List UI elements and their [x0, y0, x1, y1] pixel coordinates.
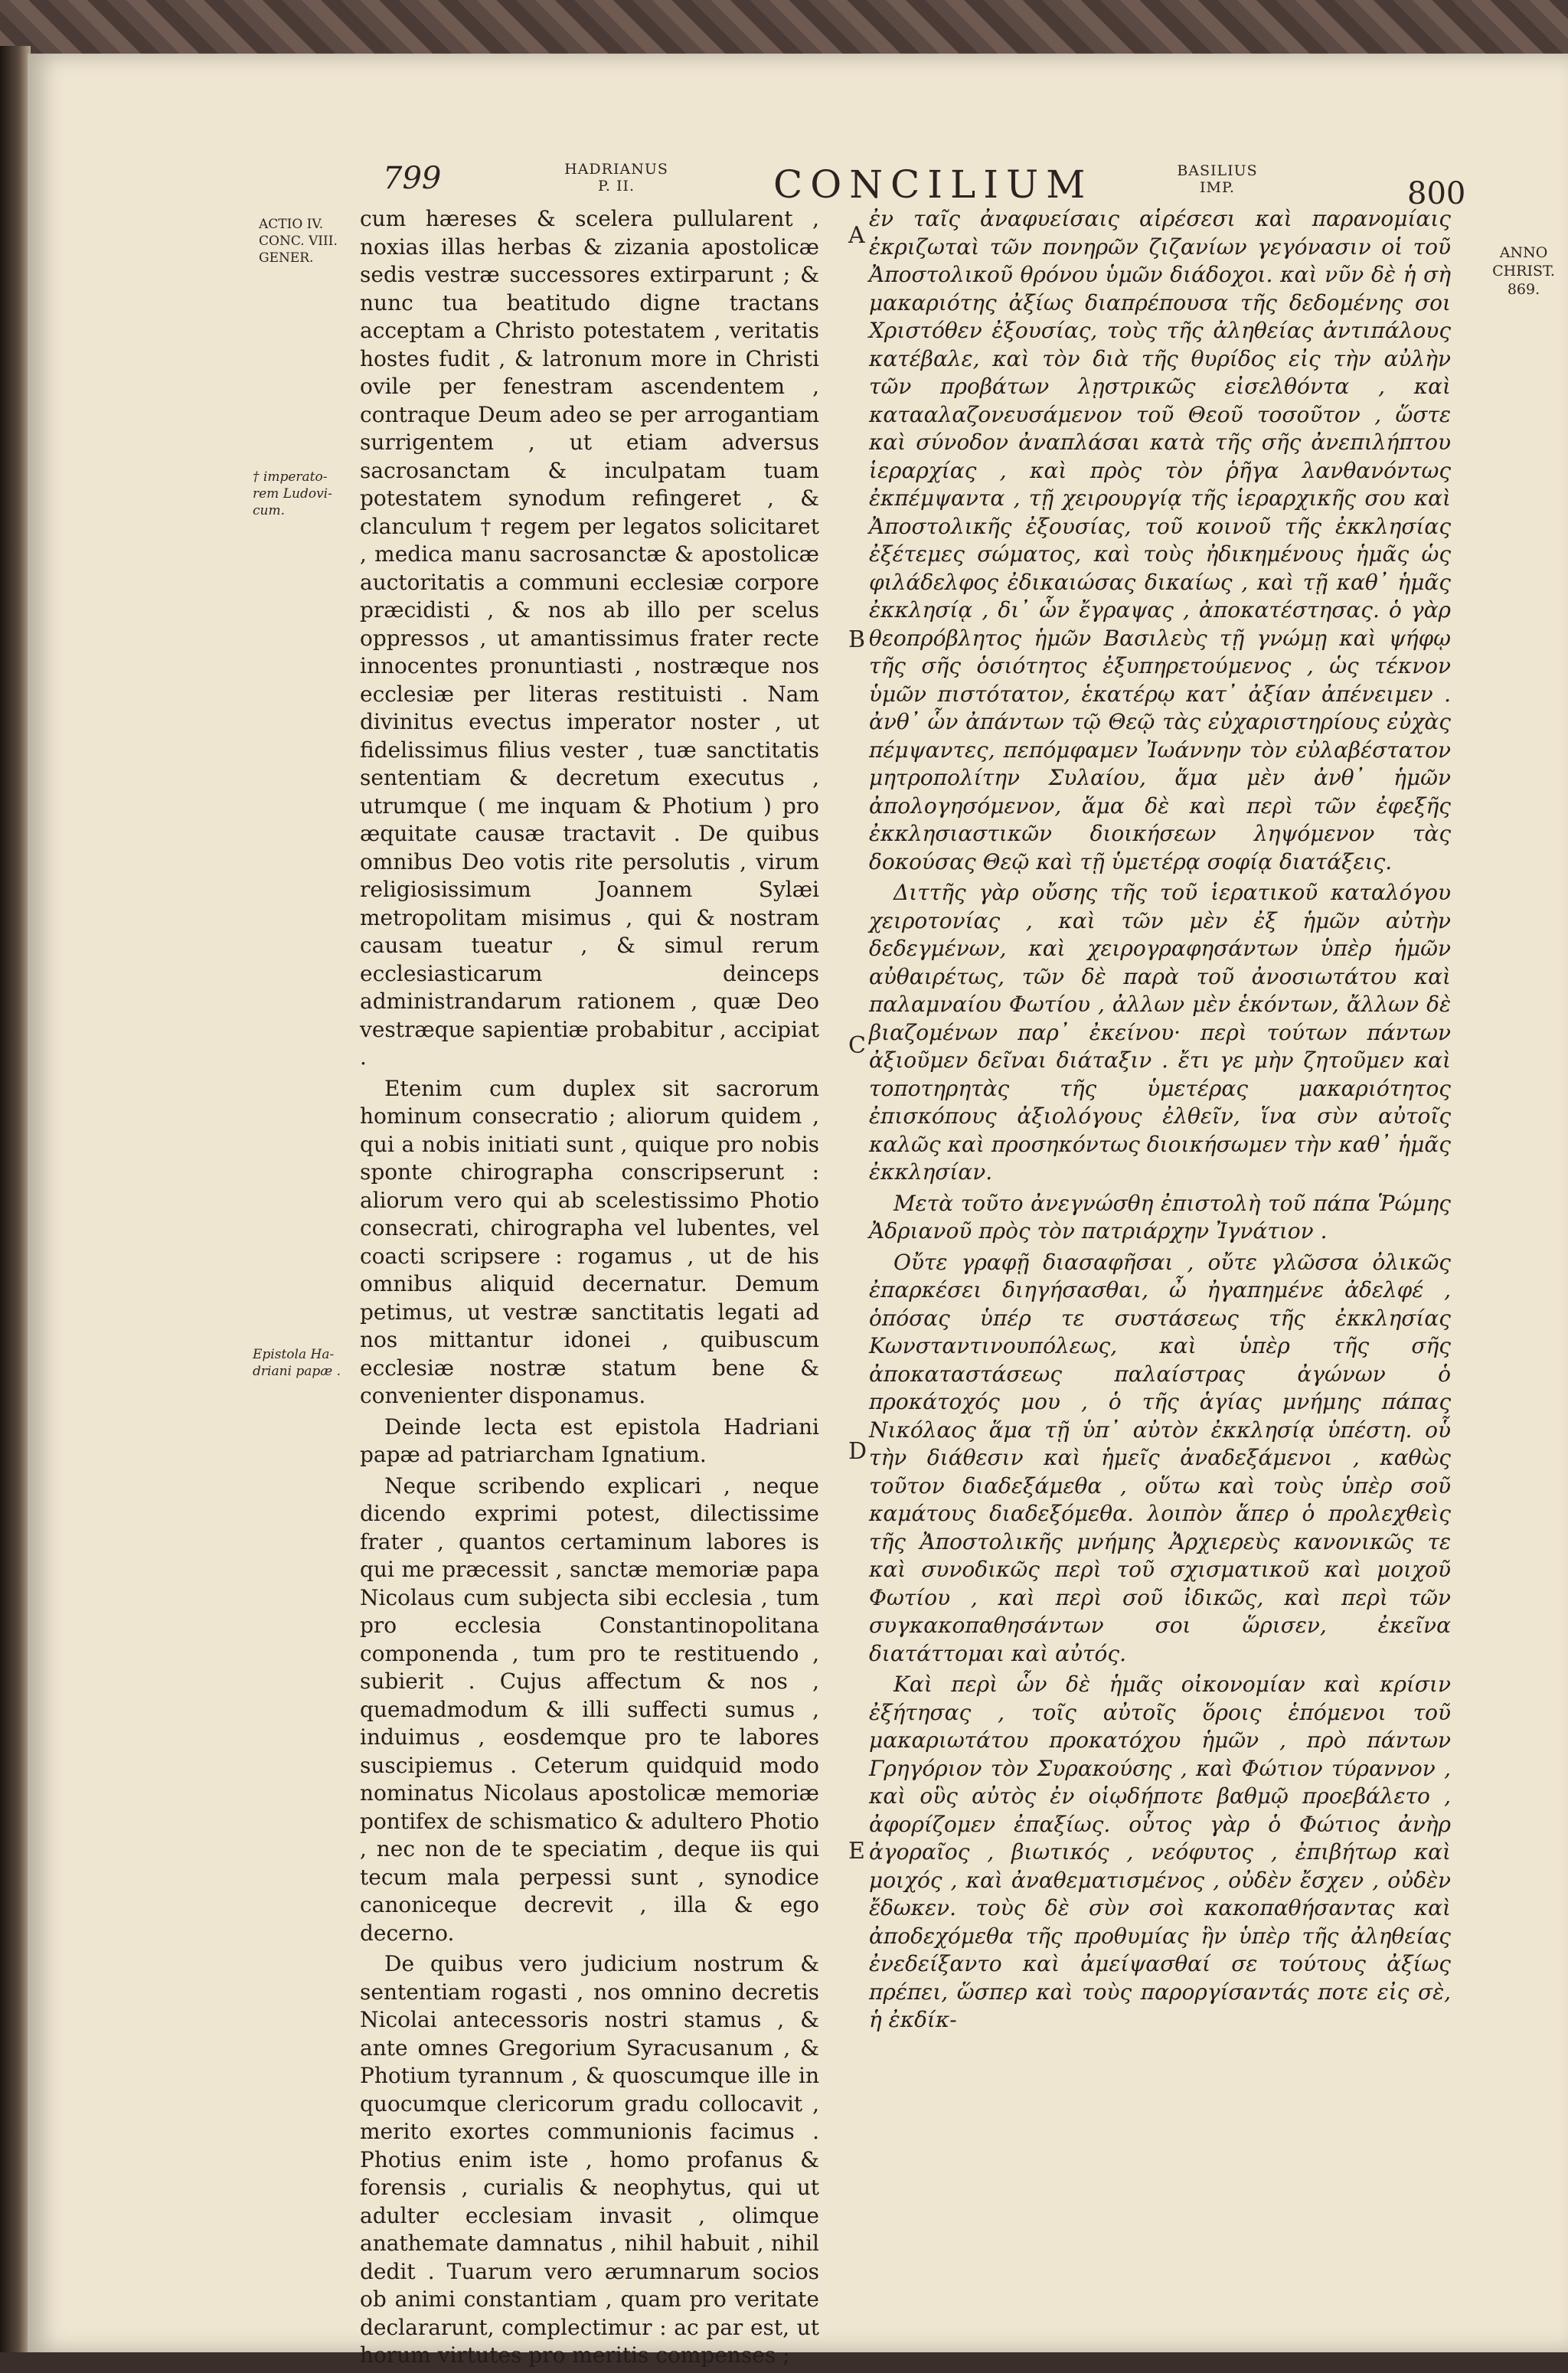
header-left-small [551, 161, 681, 194]
margin-conc: CONC. VIII. [259, 234, 338, 249]
section-letter-a: A [848, 222, 865, 249]
margin-note-imperator [253, 469, 360, 519]
section-letter-c: C [848, 1032, 866, 1059]
margin-note1b: rem Ludovi- [253, 486, 332, 502]
margin-note1: † imperato- [253, 469, 328, 485]
section-letter-d: D [848, 1438, 867, 1465]
latin-paragraph-1: cum hæreses & scelera pullularent , noxias illas herbas & zizania apostolicæ sedis vestræ successores extirparunt ; & nunc tua beatitudo digne tractans acceptam a Christo potestatem , veritatis hostes fudit , & latronum more in Christi ovile per fenestram ascendentem , contraque Deum adeo se per arrogantiam surrigentem , ut etiam adversus sacrosanctam & inculpatam tuam potestatem synodum refingeret , & clanculum † regem per legatos solicitaret , medica manu sacrosanctæ & apostolicæ auctoritatis a communi ecclesiæ corpore præcidisti , & nos ab illo per scelus oppressos , ut amantissimus frater recte innocentes pronuntiasti , nostræque nos ecclesiæ per literas restituisti . Nam divinitus evectus imperator noster , ut fidelissimus filius vester , tuæ sanctitatis sententiam & decretum executus , utrumque ( me inquam & Photium ) pro æquitate causæ tractavit . De quibus omnibus Deo votis rite persolutis , virum religiosissimum Joannem Sylæi metropolitam misimus , qui & nostram causam tueatur , & simul rerum ecclesiasticarum deinceps administrandarum rationem , quæ Deo vestræque sapientiæ probabitur , accipiat . [360, 206, 819, 1070]
margin-note1c: cum. [253, 503, 285, 518]
right-page-number: 800 [1407, 176, 1466, 211]
margin-note2b: driani papæ . [253, 1364, 341, 1379]
section-letter-b: B [848, 626, 866, 653]
margin-actio: ACTIO IV. [259, 217, 324, 232]
latin-paragraph-4: Neque scribendo explicari , neque dicendo exprimi potest, dilectissime frater , quantos certaminum labores is qui me præcessit , sanctæ memoriæ papa Nicolaus cum subjecta sibi ecclesia , tum pro ecclesia Constantinopolitana componenda , tum pro te restituendo , subierit . Cujus affectum & nos , quemadmodum & illi suffecti sumus , induimus , eosdemque pro te labores suscipiemus . Ceterum quidquid modo nominatus Nicolaus apostolicæ memoriæ pontifex de schismatico & adultero Photio , nec non de te speciatim , deque iis qui tecum mala perpessi sunt , synodice canoniceque decrevit , illa & ego decerno. [360, 1473, 819, 1946]
section-letter-e: E [848, 1838, 865, 1865]
latin-paragraph-2: Etenim cum duplex sit sacrorum hominum consecratio ; aliorum quidem , qui a nobis initiati sunt , quique pro nobis sponte chirographa conscripserunt : aliorum vero qui ab scelestissimo Photio consecrati, chirographa vel lubentes, vel coacti scripsere : rogamus , ut de his omnibus aliquid decernatur. Demum petimus, ut vestræ sanctitatis legati ad nos mittantur idonei , quibuscum ecclesiæ nostræ statum bene & convenienter disponamus. [360, 1075, 819, 1408]
page-header [0, 115, 1568, 211]
greek-paragraph-1: ἐν ταῖς ἀναφυείσαις αἱρέσεσι καὶ παρανομίαις ἐκριζωταὶ τῶν πονηρῶν ζιζανίων γεγόνασιν οἱ τοῦ Ἀποστολικοῦ θρόνου ὑμῶν διάδοχοι. καὶ νῦν δὲ ἡ σὴ μακαριότης ἀξίως διαπρέπουσα τῆς δεδομένης σοι Χριστόθεν ἐξουσίας, τοὺς τῆς ἀληθείας ἀντιπάλους κατέβαλε, καὶ τὸν διὰ τῆς θυρίδος εἰς τὴν αὐλὴν τῶν προβάτων λῃστρικῶς εἰσελθόντα , καὶ κατααλαζονευσάμενον τοῦ Θεοῦ τοσοῦτον , ὥστε καὶ σύνοδον ἀναπλάσαι κατὰ τῆς σῆς ἀνεπιλήπτου ἱεραρχίας , καὶ πρὸς τὸν ῥῆγα λανθανόντως ἐκπέμψαντα , τῇ χειρουργίᾳ τῆς ἱεραρχικῆς σου καὶ Ἀποστολικῆς ἐξουσίας, τοῦ κοινοῦ τῆς ἐκκλησίας ἐξέτεμες σώματος, καὶ τοὺς ἠδικημένους ἡμᾶς ὡς φιλάδελφος ἐδικαιώσας δικαίως , καὶ τῇ καθ᾽ ἡμᾶς ἐκκλησίᾳ , δι᾽ ὧν ἔγραψας , ἀποκατέστησας. ὁ γὰρ θεοπρόβλητος ἡμῶν Βασιλεὺς τῇ γνώμῃ καὶ ψήφῳ τῆς σῆς ὁσιότητος ἐξυπηρετούμενος , ὡς τέκνον ὑμῶν πιστότατον, ἑκατέρῳ κατ᾽ ἀξίαν ἀπένειμεν . ἀνθ᾽ ὧν ἀπάντων τῷ Θεῷ τὰς εὐχαριστηρίους εὐχὰς πέμψαντες, πεπόμφαμεν Ἰωάννην τὸν εὐλαβέστατον μητροπολίτην Συλαίου, ἅμα μὲν ἀνθ᾽ ἡμῶν ἀπολογησόμενον, ἅμα δὲ καὶ περὶ τῶν ἐφεξῆς ἐκκλησιαστικῶν διοικήσεων ληψόμενον τὰς δοκούσας Θεῷ καὶ τῇ ὑμετέρᾳ σοφίᾳ διατάξεις. [869, 206, 1451, 874]
book-spine [0, 46, 31, 2352]
header-pope-name: HADRIANUS [564, 161, 668, 178]
greek-paragraph-5: Καὶ περὶ ὧν δὲ ἡμᾶς οἰκονομίαν καὶ κρίσιν ἐξήτησας , τοῖς αὐτοῖς ὅροις ἑπόμενοι τοῦ μακαριωτάτου προκατόχου ἡμῶν , πρὸ πάντων Γρηγόριον τὸν Συρακούσης , καὶ Φώτιον τύραννον , καὶ οὓς αὐτὸς ἐν οἱῳδήποτε βαθμῷ προεβάλετο , ἀφορίζομεν ἐπαξίως. οὗτος γὰρ ὁ Φώτιος ἀνὴρ ἀγοραῖος , βιωτικός , νεόφυτος , ἐπιβήτωρ καὶ μοιχός , καὶ ἀναθεματισμένος , οὐδὲν ἔσχεν , οὐδὲν ἔδωκεν. τοὺς δὲ σὺν σοὶ κακοπαθήσαντας καὶ ἀποδεχόμεθα τῆς προθυμίας ἣν ὑπὲρ τῆς ἀληθείας ἐνεδείξαντο καὶ ἀμείψασθαί σε τούτους ἀξίως πρέπει, ὥσπερ καὶ τοὺς παροργίσαντάς ποτε εἰς σὲ, ἡ ἐκδίκ- [869, 1672, 1451, 2032]
header-emperor-sub: IMP. [1200, 179, 1235, 196]
greek-column [869, 205, 1451, 2038]
header-pope-sub: P. II. [597, 178, 635, 194]
margin-right-anno [1485, 244, 1562, 299]
greek-paragraph-3: Μετὰ τοῦτο ἀνεγνώσθη ἐπιστολὴ τοῦ πάπα Ῥώμης Ἀδριανοῦ πρὸς τὸν πατριάρχην Ἰγνάτιον . [869, 1190, 1451, 1244]
header-right-small [1156, 162, 1279, 196]
margin-left-actio [259, 216, 358, 266]
latin-column [360, 205, 819, 2373]
page-title: CONCILIUM [773, 162, 1093, 207]
margin-note2: Epistola Ha- [253, 1347, 335, 1362]
greek-paragraph-4: Οὔτε γραφῇ διασαφῆσαι , οὔτε γλῶσσα ὀλικῶς ἐπαρκέσει διηγήσασθαι, ὦ ἠγαπημένε ἀδελφέ , ὁπόσας ὑπέρ τε συστάσεως τῆς ἐκκλησίας Κωνσταντινουπόλεως, καὶ ὑπὲρ τῆς σῆς ἀποκαταστάσεως παλαίστρας ἀγώνων ὁ προκάτοχός μου , ὁ τῆς ἁγίας μνήμης πάπας Νικόλαος ἅμα τῇ ὑπ᾽ αὐτὸν ἐκκλησίᾳ ὑπέστη. οὗ τὴν διάθεσιν καὶ ἡμεῖς ἀναδεξάμενοι , καθὼς τοῦτον διαδεξάμεθα , οὕτω καὶ τοὺς ὑπὲρ σοῦ καμάτους διαδεξόμεθα. λοιπὸν ἅπερ ὁ προλεχθεὶς τῆς Ἀποστολικῆς μνήμης Ἀρχιερεὺς κανονικῶς τε καὶ συνοδικῶς περὶ τοῦ σχισματικοῦ καὶ μοιχοῦ Φωτίου , καὶ περὶ σοῦ ἰδικῶς, καὶ περὶ τῶν συγκακοπαθησάντων σοι ὥρισεν, ἐκεῖνα διατάττομαι καὶ αὐτός. [869, 1249, 1451, 1666]
greek-paragraph-2: Διττῆς γὰρ οὔσης τῆς τοῦ ἱερατικοῦ καταλόγου χειροτονίας , καὶ τῶν μὲν ἐξ ἡμῶν αὐτὴν δεδεγμένων, καὶ χειρογραφησάντων ὑπὲρ ἡμῶν αὐθαιρέτως, τῶν δὲ παρὰ τοῦ ἀνοσιωτάτου καὶ παλαμναίου Φωτίου , ἀλλων μὲν ἑκόντων, ἄλλων δὲ βιαζομένων παρ᾽ ἐκείνου· περὶ τούτων πάντων ἀξιοῦμεν δεῖναι διάταξιν . ἔτι γε μὴν ζητοῦμεν καὶ τοποτηρητὰς τῆς ὑμετέρας μακαριότητος ἐπισκόπους ἀξιολόγους ἐλθεῖν, ἵνα σὺν αὐτοῖς καλῶς καὶ προσηκόντως διοικήσωμεν τὴν καθ᾽ ἡμᾶς ἐκκλησίαν. [869, 880, 1451, 1185]
margin-christ: CHRIST. [1492, 263, 1555, 279]
header-emperor-name: BASILIUS [1177, 162, 1258, 179]
margin-year: 869. [1507, 281, 1540, 298]
margin-note-epistola [253, 1346, 360, 1380]
margin-gener: GENER. [259, 250, 314, 266]
latin-paragraph-5: De quibus vero judicium nostrum & sententiam rogasti , nos omnino decretis Nicolai antecessoris nostri stamus , & ante omnes Gregorium Syracusanum , & Photium tyrannum , & quoscumque ille in quocumque clericorum gradu collocavit , merito exortes communionis facimus . Photius enim iste , homo profanus & forensis , curialis & neophytus, qui ut adulter ecclesiam invasit , olimque anathemate damnatus , nihil habuit , nihil dedit . Tuarum vero ærumnarum socios ob animi constantiam , quam pro veritate declararunt, complectimur : ac par est, ut horum virtutes pro meritis compenses ; [360, 1951, 819, 2368]
latin-paragraph-3: Deinde lecta est epistola Hadriani papæ ad patriarcham Ignatium. [360, 1414, 819, 1467]
margin-anno: ANNO [1499, 244, 1548, 261]
left-page-number: 799 [383, 161, 442, 196]
